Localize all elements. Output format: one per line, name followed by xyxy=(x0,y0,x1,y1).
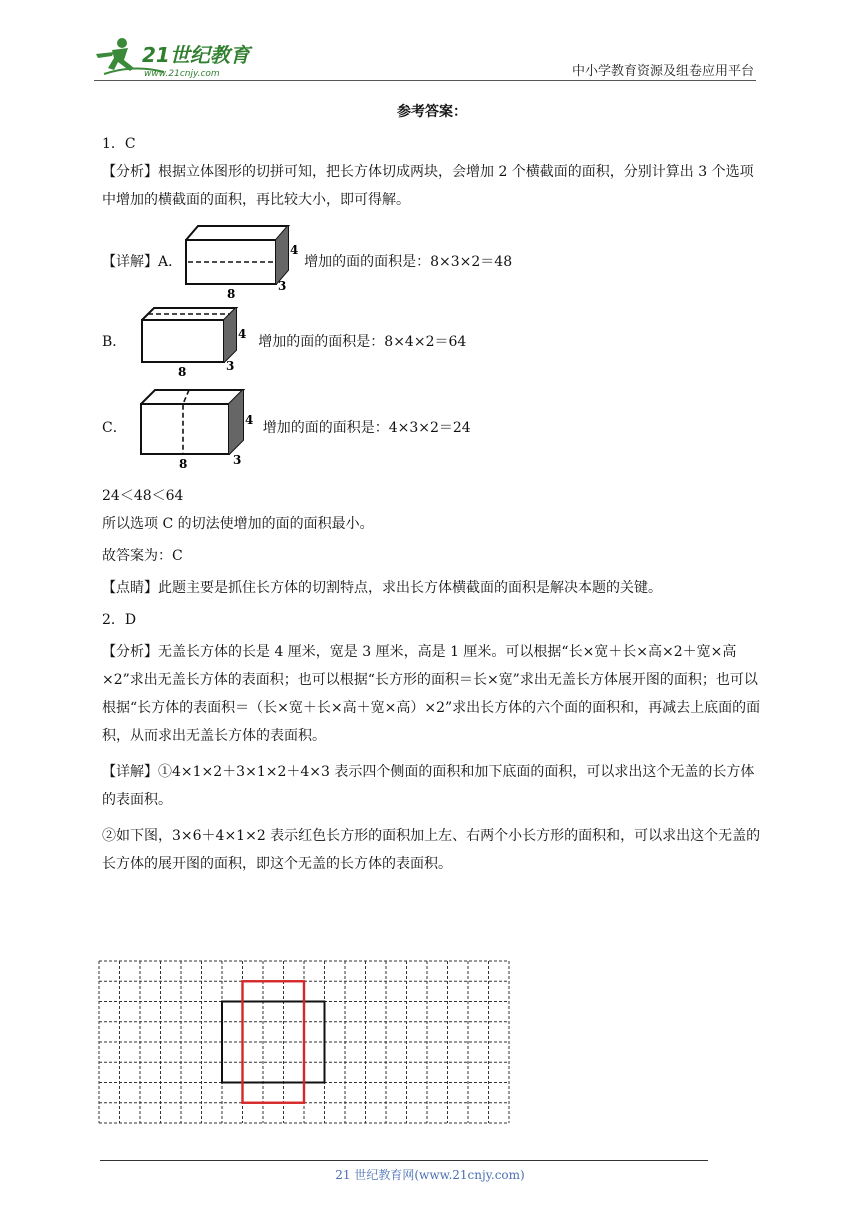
svg-text:21世纪教育: 21世纪教育 xyxy=(142,43,250,67)
svg-text:4: 4 xyxy=(290,243,299,257)
q1-option-c xyxy=(102,382,762,474)
q1-detail-prefix: 【详解】A． xyxy=(102,254,183,270)
page-title: 参考答案： xyxy=(397,104,467,120)
page-footer: 21 世纪教育网(www.21cnjy.com) xyxy=(335,1168,525,1182)
q2-answer: 2．D xyxy=(102,612,137,628)
svg-text:8: 8 xyxy=(178,365,187,379)
svg-text:4: 4 xyxy=(244,413,254,427)
q1-analysis: 【分析】根据立体图形的切拼可知，把长方体切成两块，会增加 2 个横截面的面积，分别计算出 3 个选项中增加的横截面的面积，再比较大小，即可得解。 xyxy=(102,164,754,208)
cuboid-c-figure xyxy=(137,384,259,472)
q1-compare: 24＜48＜64 xyxy=(102,488,184,504)
svg-text:4: 4 xyxy=(238,327,247,341)
q1-option-b xyxy=(102,302,762,382)
platform-name: 中小学教育资源及组卷应用平台 xyxy=(571,64,754,79)
q2-analysis: 【分析】无盖长方体的长是 4 厘米，宽是 3 厘米，高是 1 厘米。可以根据“长×宽＋长×高×2＋宽×高×2”求出无盖长方体的表面积；也可以根据“长方形的面积＝长×宽”求出无盖长方体展开图的面积；也可以根据“长方体的表面积＝（长×宽＋长×高＋宽×高）×2”求出长方体的六个面的面积和，再减去上底面的面积，从而求出无盖长方体的表面积。 xyxy=(102,644,761,744)
q1-conclusion: 所以选项 C 的切法使增加的面的面积最小。 xyxy=(102,516,374,532)
q1-option-a xyxy=(102,222,762,302)
cuboid-b-figure xyxy=(136,304,254,380)
svg-text:8: 8 xyxy=(227,287,236,300)
svg-text:3: 3 xyxy=(232,453,242,467)
q1-comment: 【点睛】此题主要是抓住长方体的切割特点，求出长方体横截面的面积是解决本题的关键。 xyxy=(102,580,662,596)
q1-option-c-text: 增加的面的面积是：4×3×2＝24 xyxy=(262,420,471,436)
net-grid-figure xyxy=(98,960,510,1126)
q1-answer: 1．C xyxy=(102,136,136,152)
footer-divider xyxy=(100,1160,708,1161)
svg-text:www.21cnjy.com: www.21cnjy.com xyxy=(144,69,220,79)
q1-final: 故答案为：C xyxy=(102,548,183,564)
q1-option-c-label: C． xyxy=(102,420,127,436)
q2-detail-1: 【详解】①4×1×2＋3×1×2＋4×3 表示四个侧面的面积和加下底面的面积，可以求出这个无盖的长方体的表面积。 xyxy=(102,764,755,808)
answer-content xyxy=(102,98,762,878)
page-header xyxy=(94,34,756,80)
q2-detail-2: ②如下图，3×6＋4×1×2 表示红色长方形的面积加上左、右两个小长方形的面积和，可以求出这个无盖的长方体的展开图的面积，即这个无盖的长方体的表面积。 xyxy=(102,828,761,872)
q1-option-b-text: 增加的面的面积是：8×4×2＝64 xyxy=(258,334,467,350)
q1-option-a-text: 增加的面的面积是：8×3×2＝48 xyxy=(304,254,513,270)
cuboid-a-figure xyxy=(182,224,300,300)
svg-text:3: 3 xyxy=(278,279,287,293)
q1-option-b-label: B． xyxy=(102,334,127,350)
logo-icon xyxy=(94,34,264,80)
svg-text:3: 3 xyxy=(226,359,235,373)
svg-text:8: 8 xyxy=(178,457,188,471)
header-divider xyxy=(94,80,756,81)
